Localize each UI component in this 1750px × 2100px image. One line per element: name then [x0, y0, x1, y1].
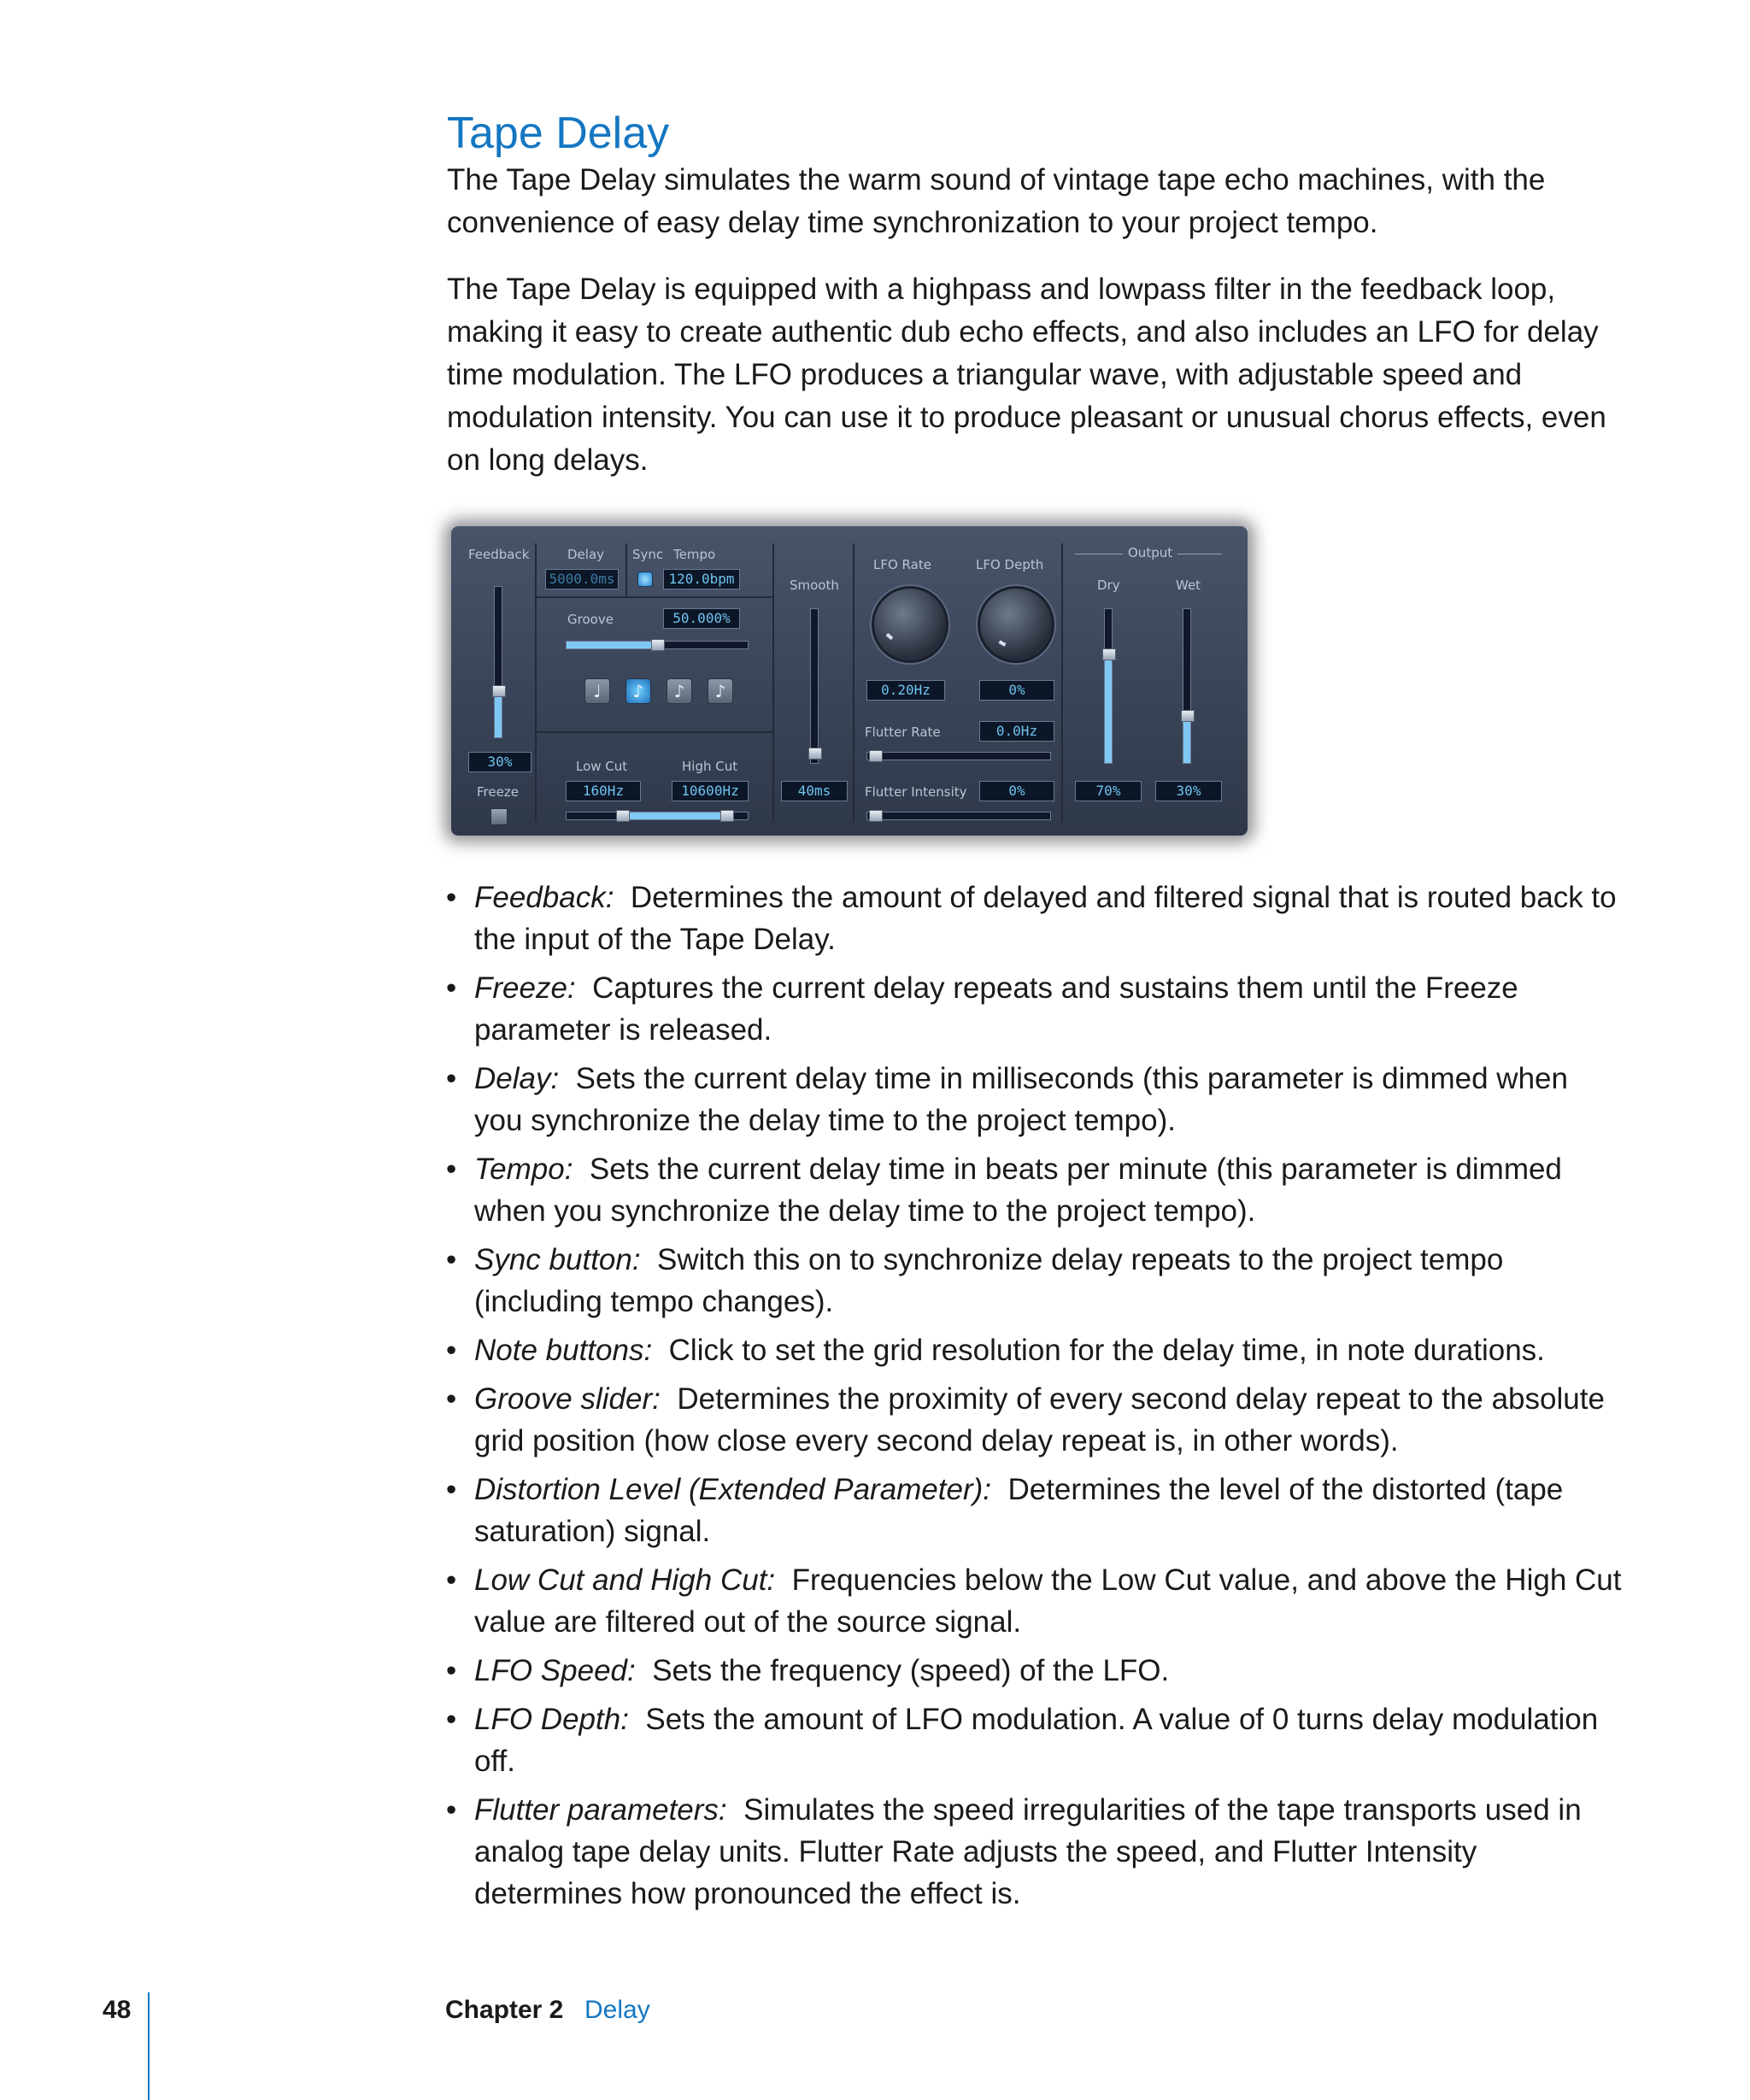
description-paragraph: The Tape Delay is equipped with a highpass and lowpass filter in the feedback loop, making it easy to create authentic dub echo effects, and also includes an LFO for delay time modulation. The LFO produces a triangular wave, with adjustable speed and modulation intensity. You can use it to produce pleasant or unusual chorus effects, even on long delays. — [447, 273, 1606, 477]
chapter-name: Delay — [584, 1996, 650, 2024]
bullet-term: LFO Depth: — [474, 1703, 629, 1736]
flutter-rate-value[interactable]: 0.0Hz — [979, 721, 1054, 742]
feedback-value[interactable]: 30% — [468, 752, 531, 772]
dry-slider-fill — [1105, 655, 1112, 763]
parameter-list — [444, 877, 1624, 1921]
tape-delay-plugin-figure — [451, 526, 1248, 836]
groove-label: Groove — [567, 612, 614, 627]
chapter-label: Chapter 2 — [445, 1996, 564, 2024]
note-button-eighth[interactable]: ♪ — [625, 678, 651, 704]
wet-slider-fill — [1183, 717, 1190, 763]
bullet-icon: • — [446, 1563, 457, 1597]
feedback-slider-fill — [495, 692, 502, 737]
tempo-label: Tempo — [673, 547, 716, 562]
smooth-label: Smooth — [790, 578, 839, 593]
bullet-term: Tempo: — [474, 1153, 573, 1186]
bullet-term: LFO Speed: — [474, 1654, 636, 1687]
bullet-text: Determines the proximity of every second delay repeat to the absolute grid position (how close every second delay repeat is, in other words). — [474, 1382, 1605, 1458]
bullet-term: Note buttons: — [474, 1334, 653, 1367]
bullet-text: Determines the level of the distorted (tape saturation) signal. — [474, 1473, 1564, 1548]
list-item — [444, 1329, 1624, 1371]
bullet-icon: • — [446, 1473, 457, 1506]
flutter-intensity-value[interactable]: 0% — [979, 781, 1054, 801]
bullet-text: Determines the amount of delayed and filtered signal that is routed back to the input of the Tape Delay. — [474, 881, 1617, 956]
flutter-rate-handle[interactable] — [869, 750, 883, 762]
delay-section — [537, 543, 774, 822]
output-label: Output — [1128, 545, 1173, 560]
delay-divider-bottom — [537, 731, 772, 733]
lfo-depth-knob[interactable] — [978, 586, 1054, 663]
bullet-term: Feedback: — [474, 881, 614, 914]
bullet-term: Distortion Level (Extended Parameter): — [474, 1473, 991, 1506]
lfo-rate-knob[interactable] — [872, 586, 948, 663]
feedback-label: Feedback — [468, 547, 530, 562]
dry-slider-handle[interactable] — [1102, 648, 1116, 660]
bullet-text: Sets the amount of LFO modulation. A value of 0 turns delay modulation off. — [474, 1703, 1599, 1778]
bullet-term: Low Cut and High Cut: — [474, 1563, 776, 1597]
low-cut-label: Low Cut — [576, 759, 628, 774]
bullet-icon: • — [446, 1334, 457, 1367]
bullet-icon: • — [446, 1062, 457, 1095]
feedback-section — [463, 543, 537, 822]
freeze-button[interactable] — [490, 808, 508, 825]
cut-range-fill — [623, 812, 725, 819]
bullet-term: Freeze: — [474, 971, 576, 1005]
cut-range-slider[interactable] — [566, 812, 749, 820]
low-cut-handle[interactable] — [616, 810, 630, 822]
bullet-icon: • — [446, 881, 457, 914]
wet-value[interactable]: 30% — [1155, 781, 1222, 801]
output-section — [1063, 543, 1230, 822]
bullet-term: Delay: — [474, 1062, 560, 1095]
smooth-value[interactable]: 40ms — [781, 781, 848, 801]
lfo-rate-knob-indicator — [886, 633, 894, 640]
sync-button[interactable] — [637, 572, 653, 587]
sync-label: Sync — [632, 547, 664, 562]
bullet-icon: • — [446, 1654, 457, 1687]
feedback-slider[interactable] — [494, 586, 502, 738]
lfo-section — [854, 543, 1063, 822]
list-item — [444, 1378, 1624, 1462]
bullet-text: Captures the current delay repeats and sustains them until the Freeze parameter is released. — [474, 971, 1518, 1047]
lfo-depth-knob-indicator — [999, 640, 1007, 646]
list-item — [444, 1559, 1624, 1643]
list-item — [444, 1789, 1624, 1915]
feedback-slider-handle[interactable] — [492, 685, 506, 697]
page-title: Tape Delay — [447, 109, 670, 158]
high-cut-label: High Cut — [682, 759, 738, 774]
bullet-text: Sets the frequency (speed) of the LFO. — [652, 1654, 1170, 1687]
bullet-text: Sets the current delay time in milliseconds (this parameter is dimmed when you synchronize the delay time to the project tempo). — [474, 1062, 1568, 1137]
bullet-text: Sets the current delay time in beats per minute (this parameter is dimmed when you synchronize the delay time to the project tempo). — [474, 1153, 1562, 1228]
lfo-depth-label: LFO Depth — [976, 557, 1044, 572]
groove-value[interactable]: 50.000% — [663, 608, 740, 629]
bullet-text: Simulates the speed irregularities of the tape transports used in analog tape delay units. Flutter Rate adjusts the speed, and Flutter Intensity determines how pronounced the effect is. — [474, 1793, 1582, 1910]
smooth-section — [774, 543, 854, 822]
list-item — [444, 1650, 1624, 1692]
dry-slider[interactable] — [1104, 608, 1113, 764]
low-cut-value[interactable]: 160Hz — [566, 781, 641, 801]
smooth-slider[interactable] — [810, 608, 819, 764]
bullet-icon: • — [446, 1703, 457, 1736]
footer-rule — [148, 1992, 150, 2100]
list-item — [444, 877, 1624, 960]
flutter-rate-slider[interactable] — [866, 752, 1051, 760]
wet-label: Wet — [1176, 578, 1201, 593]
list-item — [444, 1148, 1624, 1232]
page-number: 48 — [103, 1996, 132, 2024]
lfo-rate-value[interactable]: 0.20Hz — [866, 680, 945, 701]
flutter-intensity-handle[interactable] — [869, 810, 883, 822]
flutter-intensity-label: Flutter Intensity — [865, 784, 967, 800]
wet-slider-handle[interactable] — [1181, 710, 1195, 722]
list-item — [444, 1698, 1624, 1782]
high-cut-handle[interactable] — [720, 810, 734, 822]
freeze-label: Freeze — [477, 784, 519, 800]
wet-slider[interactable] — [1183, 608, 1191, 764]
bullet-icon: • — [446, 1243, 457, 1276]
note-button-thirtysecond[interactable]: ♪ — [708, 678, 733, 704]
bullet-icon: • — [446, 1153, 457, 1186]
note-button-sixteenth[interactable]: ♪ — [667, 678, 692, 704]
groove-slider[interactable] — [566, 641, 749, 649]
dry-value[interactable]: 70% — [1075, 781, 1142, 801]
delay-label: Delay — [567, 547, 605, 562]
note-button-quarter[interactable]: ♩ — [584, 678, 610, 704]
groove-slider-handle[interactable] — [651, 639, 665, 651]
list-item — [444, 1469, 1624, 1552]
list-item — [444, 967, 1624, 1051]
tempo-value[interactable]: 120.0bpm — [663, 569, 740, 590]
list-item — [444, 1239, 1624, 1323]
bullet-term: Sync button: — [474, 1243, 641, 1276]
dry-label: Dry — [1097, 578, 1120, 593]
bullet-text: Switch this on to synchronize delay repeats to the project tempo (including tempo changes). — [474, 1243, 1504, 1318]
high-cut-value[interactable]: 10600Hz — [672, 781, 749, 801]
intro-paragraph: The Tape Delay simulates the warm sound of vintage tape echo machines, with the convenience of easy delay time synchronization to your project tempo. — [447, 163, 1546, 239]
lfo-depth-value[interactable]: 0% — [979, 680, 1054, 701]
flutter-intensity-slider[interactable] — [866, 812, 1051, 820]
bullet-term: Groove slider: — [474, 1382, 661, 1416]
bullet-text: Frequencies below the Low Cut value, and above the High Cut value are filtered out of the source signal. — [474, 1563, 1622, 1639]
bullet-text: Click to set the grid resolution for the delay time, in note durations. — [668, 1334, 1545, 1367]
bullet-term: Flutter parameters: — [474, 1793, 727, 1827]
bullet-icon: • — [446, 1382, 457, 1416]
delay-value[interactable]: 5000.0ms — [545, 569, 619, 590]
bullet-icon: • — [446, 1793, 457, 1827]
list-item — [444, 1058, 1624, 1141]
groove-slider-fill — [567, 642, 657, 648]
smooth-slider-handle[interactable] — [808, 748, 822, 760]
sync-divider — [625, 543, 627, 596]
lfo-rate-label: LFO Rate — [873, 557, 931, 572]
delay-divider-top — [537, 596, 772, 598]
flutter-rate-label: Flutter Rate — [865, 724, 941, 740]
bullet-icon: • — [446, 971, 457, 1005]
